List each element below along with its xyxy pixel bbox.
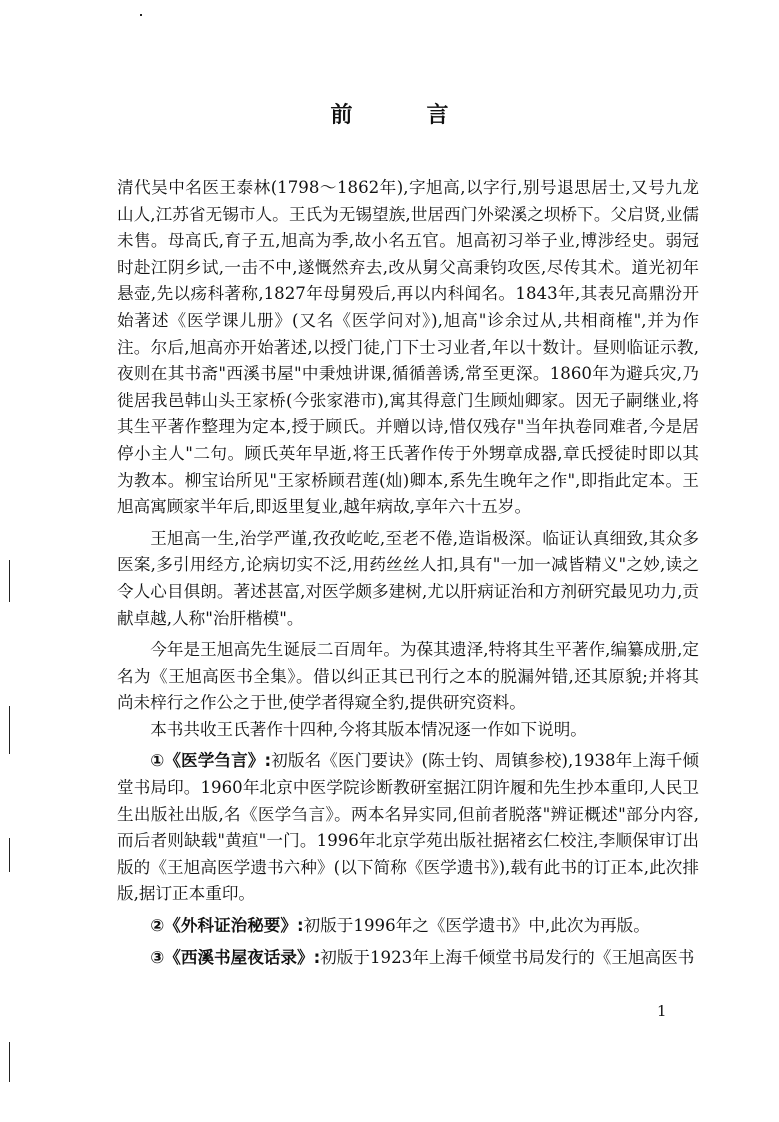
paragraph-purpose: 今年是王旭高先生诞辰二百周年。为葆其遗泽,特将其生平著作,编纂成册,定名为《王旭高医书全集》。借以纠正其已刊行之本的脱漏舛错,还其原貌;并将其尚未梓行之作公之于世,使学者得窥全豹,提供研究资料。 [117,640,699,713]
list-item-1-text: 初版名《医门要诀》(陈士钧、周镇参校),1938年上海千倾堂书局印。1960年北京中医学院诊断教研室据江阴许履和先生抄本重印,人民卫生出版社出版,名《医学刍言》。两本名异实同,但前者脱落"辨证概述"部分内容,而后者则缺载"黄疸"一门。1996年北京学苑出版社据褚玄仁校注,李顺保审订出版的《王旭高医学遗书六种》(以下简称《医学遗书》),载有此书的订正本,此次排版,据订正本重印。 [117,751,699,904]
list-item-3-text: 初版于1923年上海千倾堂书局发行的《王旭高医书 [320,947,695,967]
page-number: 1 [657,1002,667,1020]
paragraph-character: 王旭高一生,治学严谨,孜孜屹屹,至老不倦,造诣极深。临证认真细致,其众多医案,多引用经方,论病切实不泛,用药丝丝人扣,具有"一加一减皆精义"之妙,读之令人心目俱朗。著述甚富,对医学颇多建树,尤以肝病证治和方剂研究最见功力,贡献卓越,人称"治肝楷模"。 [117,528,699,628]
scan-mark-left-1 [9,560,10,602]
scan-mark-left-2 [9,706,10,754]
scan-mark-top [140,14,142,16]
list-item-1 [117,748,699,908]
preface-body [117,175,699,971]
list-item-2 [117,913,699,940]
scan-mark-left-3 [9,838,10,872]
list-item-2-text: 初版于1996年之《医学遗书》中,此次为再版。 [303,916,650,936]
page-title: 前 言 [330,103,475,128]
list-item-2-label: ②《外科证治秘要》: [150,916,304,936]
paragraph-background: 清代吴中名医王泰林(1798～1862年),字旭高,以字行,别号退思居士,又号九龙山人,江苏省无锡市人。王氏为无锡望族,世居西门外梁溪之坝桥下。父启贤,业儒未售。母高氏,育子五,旭高为季,故小名五官。旭高初习举子业,博涉经史。弱冠时赴江阴乡试,一击不中,遂慨然弃去,改从舅父高秉钧攻医,尽传其术。道光初年悬壶,先以疡科著称,1827年母舅殁后,再以内科闻名。1843年,其表兄高鼎汾开始著述《医学课儿册》(又名《医学问对》),旭高"诊余过从,共相商榷",并为作注。尔后,旭高亦开始著述,以授门徒,门下士习业者,年以十数计。昼则临证示教,夜则在其书斋"西溪书屋"中秉烛讲课,循循善诱,常至更深。1860年为避兵灾,乃徙居我邑韩山头王家桥(今张家港市),寓其得意门生顾灿卿家。因无子嗣继业,将其生平著作整理为定本,授于顾氏。并赠以诗,惜仅残存"当年执卷同难者,今是居停小主人"二句。顾氏英年早逝,将王氏著作传于外甥章成器,章氏授徒时即以其为教本。柳宝诒所见"王家桥顾君莲(灿)卿本,系先生晚年之作",即指此定本。王旭高寓顾家半年后,即返里复业,越年病故,享年六十五岁。 [117,178,699,517]
list-item-1-label: ①《医学刍言》: [150,751,272,771]
scan-mark-left-4 [9,1042,10,1082]
list-item-3 [117,945,699,972]
list-item-3-label: ③《西溪书屋夜话录》: [150,947,321,967]
paragraph-intro-list: 本书共收王氏著作十四种,今将其版本情况逐一作如下说明。 [150,719,587,739]
